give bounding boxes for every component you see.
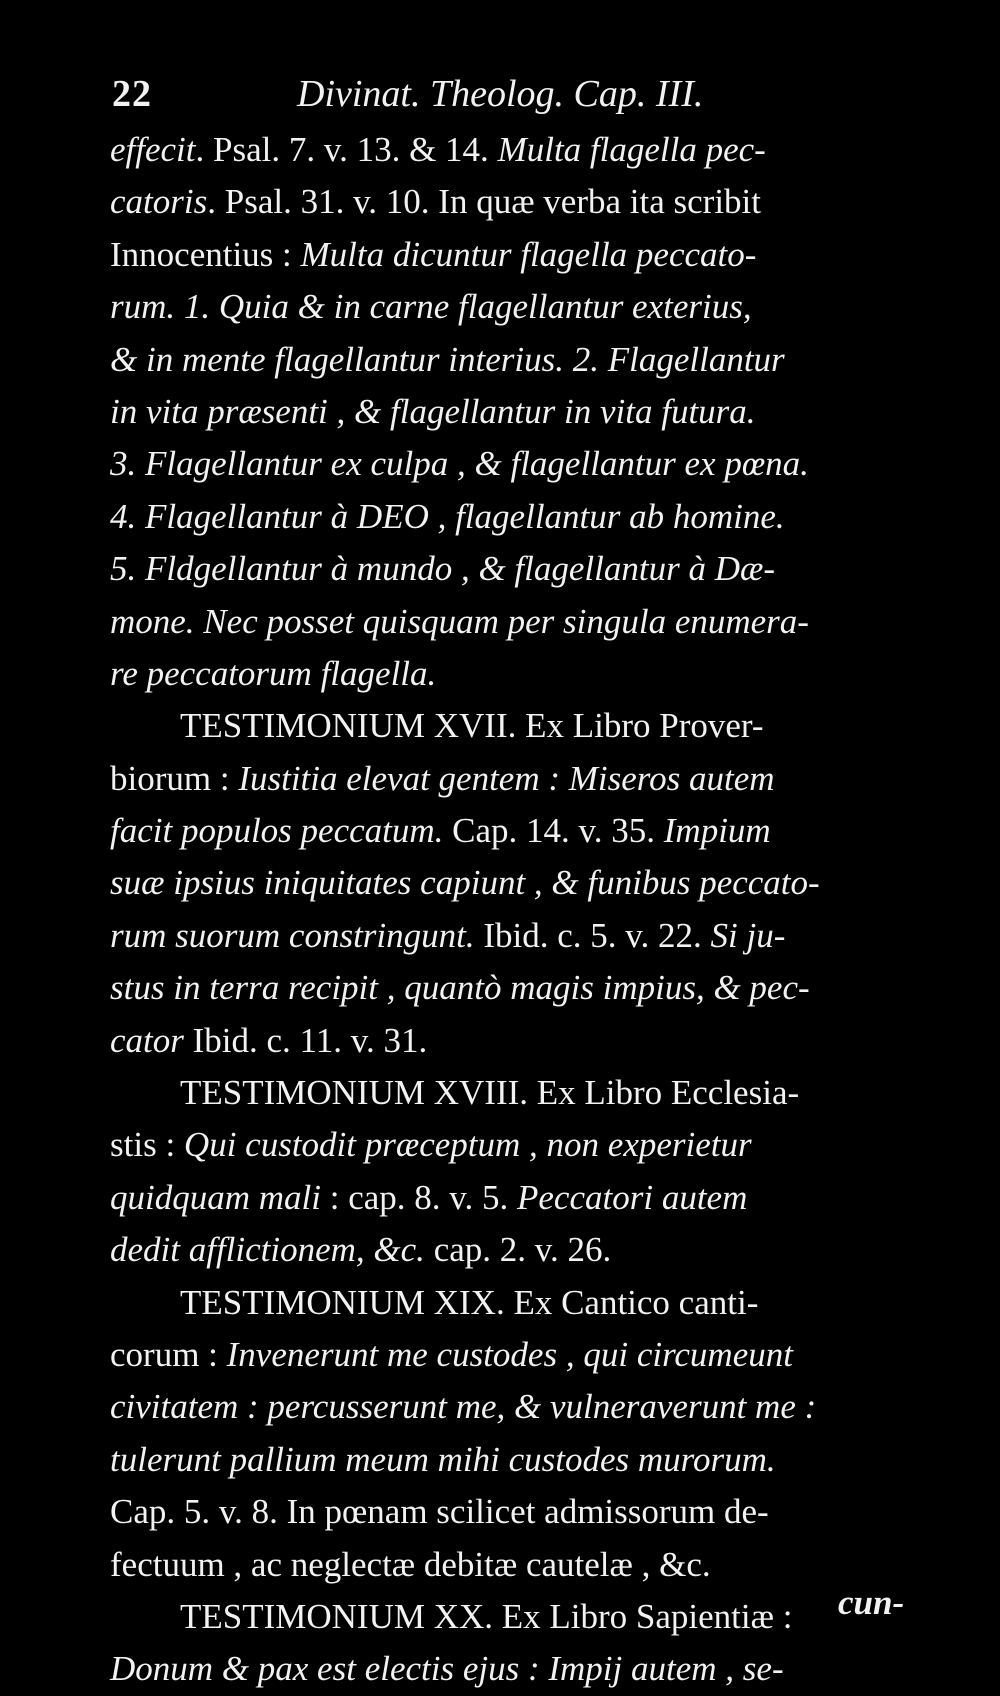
text-segment: Iustitia elevat gentem : Miseros autem (238, 758, 775, 798)
text-line (110, 596, 930, 648)
text-segment: corum : (110, 1334, 227, 1374)
text-line (110, 805, 930, 857)
text-line (110, 910, 930, 962)
text-segment: Ibid. c. 11. v. 31. (183, 1020, 428, 1060)
text-segment: civitatem : percusserunt me, & vulneraverunt me : (110, 1387, 817, 1427)
text-line (110, 1381, 930, 1433)
text-line (110, 700, 930, 752)
text-line (110, 229, 930, 281)
text-segment: Multa dicuntur flagella peccato- (300, 234, 757, 274)
text-segment: Invenerunt me custodes , qui circumeunt (226, 1334, 793, 1374)
text-line (110, 386, 930, 438)
text-line (110, 1591, 930, 1643)
text-line (110, 1119, 930, 1171)
text-segment: : cap. 8. v. 5. (320, 1177, 518, 1217)
text-line (110, 281, 930, 333)
text-line (110, 1224, 930, 1276)
text-segment: in vita præsenti , & flagellantur in vita futura. (110, 391, 756, 431)
text-line (110, 1277, 930, 1329)
text-line (110, 1434, 930, 1486)
text-line (110, 1172, 930, 1224)
text-segment: cap. 2. v. 26. (424, 1230, 612, 1270)
text-line (110, 753, 930, 805)
text-segment: TESTIMONIUM XX. Ex Libro Sapientiæ : (110, 1596, 793, 1636)
text-segment: stis : (110, 1125, 184, 1165)
text-line (110, 124, 930, 176)
text-segment: effecit (110, 130, 196, 169)
text-line (110, 1329, 930, 1381)
text-segment: TESTIMONIUM XIX. Ex Cantico canti- (110, 1282, 759, 1322)
text-segment: . Psal. 7. v. 13. & 14. (195, 130, 498, 169)
text-line (110, 176, 930, 228)
text-segment: rum suorum constringunt. (110, 915, 475, 955)
text-segment: mone. Nec posset quisquam per singula enumera- (110, 601, 809, 641)
text-segment: TESTIMONIUM XVII. Ex Libro Prover- (110, 706, 764, 746)
text-segment: Donum & pax est electis ejus : Impij autem , se- (110, 1649, 784, 1689)
body-text (110, 124, 930, 1696)
text-segment: TESTIMONIUM XVIII. Ex Libro Ecclesia- (110, 1073, 800, 1113)
text-segment: catoris (110, 182, 208, 222)
text-segment: tulerunt pallium meum mihi custodes murorum. (110, 1439, 776, 1479)
text-segment: facit populos peccatum. (110, 811, 444, 851)
text-segment: dedit afflictionem, &c. (110, 1230, 425, 1270)
text-line (110, 491, 930, 543)
text-segment: fectuum , ac neglectæ debitæ cautelæ , &c. (110, 1544, 711, 1584)
text-line (110, 857, 930, 909)
catchword: cun- (838, 1583, 905, 1622)
text-segment: stus in terra recipit , quantò magis impius, & pec- (110, 968, 810, 1008)
text-line (110, 962, 930, 1014)
text-segment: Qui custodit præceptum , non experietur (183, 1125, 752, 1165)
text-line (110, 1015, 930, 1067)
text-line (110, 334, 930, 386)
text-segment: Innocentius : (110, 234, 301, 274)
text-segment: Impium (663, 811, 771, 851)
text-segment: Cap. 5. v. 8. In pœnam scilicet admissorum de- (110, 1492, 769, 1532)
text-line (110, 543, 930, 595)
text-segment: biorum : (110, 758, 239, 798)
text-segment: 3. Flagellantur ex culpa , & flagellantur ex pœna. (110, 444, 809, 484)
running-head: Divinat. Theolog. Cap. III. (297, 73, 704, 115)
text-segment: Multa flagella pec- (497, 130, 766, 169)
text-segment: Cap. 14. v. 35. (443, 811, 664, 851)
text-line (110, 1486, 930, 1538)
text-segment: Si ju- (710, 915, 786, 955)
text-segment: quidquam mali (110, 1177, 321, 1217)
text-line (110, 1067, 930, 1119)
text-line (110, 438, 930, 490)
text-segment: suæ ipsius iniquitates capiunt , & funibus peccato- (110, 863, 820, 903)
page-number: 22 (112, 73, 152, 115)
text-segment: . Psal. 31. v. 10. In quæ verba ita scribit (207, 182, 761, 222)
text-segment: re peccatorum flagella. (110, 653, 437, 693)
text-line (110, 1643, 930, 1695)
text-segment: 5. Fldgellantur à mundo , & flagellantur à Dæ- (110, 549, 775, 589)
text-line (110, 1539, 930, 1591)
text-segment: 4. Flagellantur à DEO , flagellantur ab homine. (110, 496, 785, 536)
text-segment: Peccatori autem (517, 1177, 748, 1217)
page-header (112, 72, 892, 118)
text-segment: Ibid. c. 5. v. 22. (474, 915, 711, 955)
text-segment: cator (110, 1020, 184, 1060)
text-segment: & in mente flagellantur interius. 2. Flagellantur (110, 339, 785, 379)
text-segment: rum. 1. Quia & in carne flagellantur exterius, (110, 287, 752, 327)
text-line (110, 648, 930, 700)
